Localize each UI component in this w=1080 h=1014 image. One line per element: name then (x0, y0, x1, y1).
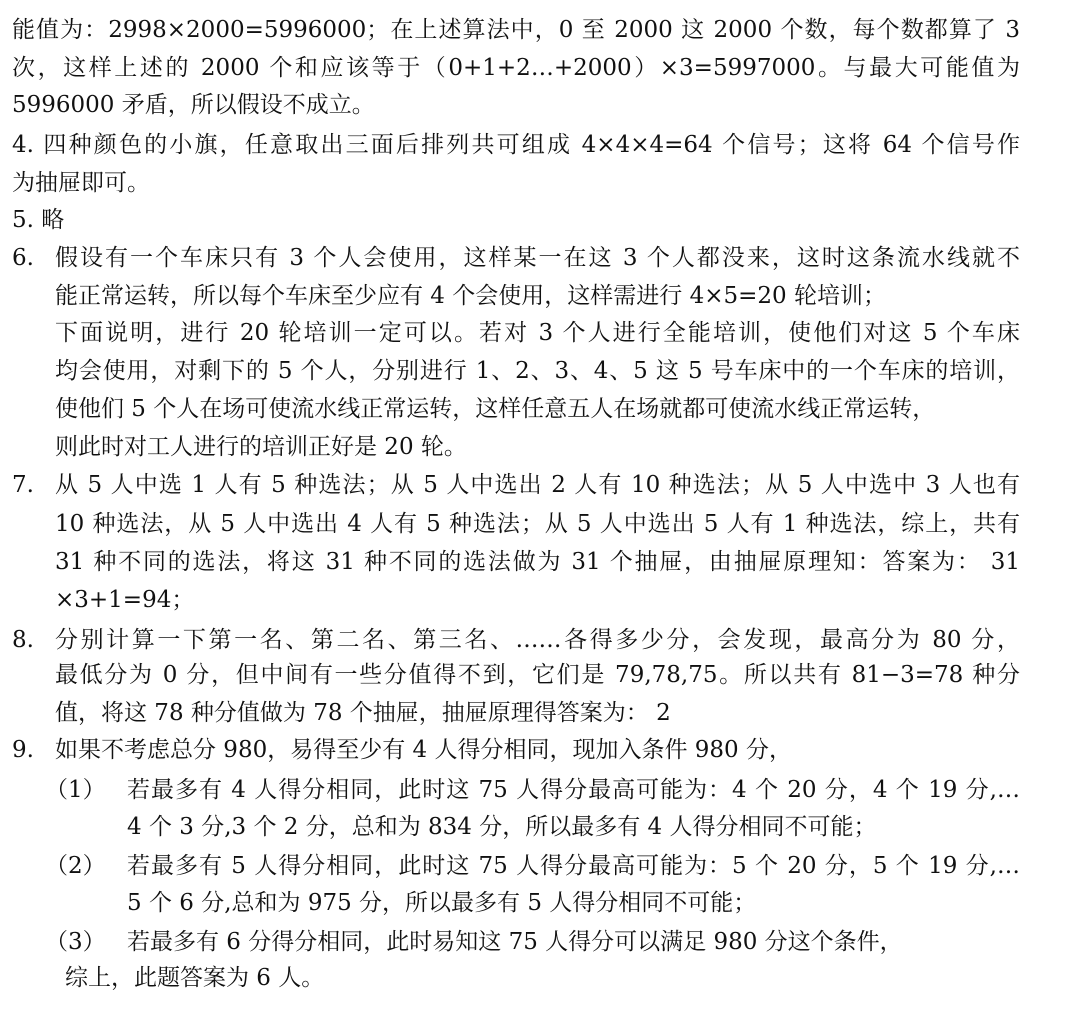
text-line: 分别计算一下第一名、第二名、第三名、……各得多少分，会发现，最高分为 80 分， (55, 627, 1020, 653)
text-line: 5996000 矛盾，所以假设不成立。 (12, 92, 375, 118)
text-line: 从 5 人中选 1 人有 5 种选法；从 5 人中选出 2 人有 10 种选法；从 5 人中选中 3 人也有 (55, 472, 1020, 498)
text-line: 则此时对工人进行的培训正好是 20 轮。 (55, 434, 467, 460)
item-5: 5. 略 (12, 207, 65, 233)
text-line: 若最多有 6 分得分相同，此时易知这 75 人得分可以满足 980 分这个条件， (127, 929, 903, 955)
text-line: 4 个 3 分,3 个 2 分，总和为 834 分，所以最多有 4 人得分相同不可能； (127, 814, 877, 840)
text-line: 为抽屉即可。 (12, 170, 150, 196)
text-line: 次，这样上述的 2000 个和应该等于（0+1+2…+2000）×3=5997000。与最大可能值为 (12, 55, 1020, 81)
item-number: 6. (12, 245, 34, 271)
item-number: 9. (12, 737, 34, 763)
text-line: ×3+1=94； (55, 587, 195, 613)
text-line: 能正常运转，所以每个车床至少应有 4 个会使用，这样需进行 4×5=20 轮培训； (55, 283, 886, 309)
item-number: 7. (12, 472, 34, 498)
text-line: 能值为：2998×2000=5996000；在上述算法中，0 至 2000 这 2000 个数，每个数都算了 3 (12, 17, 1020, 43)
text-line: 下面说明，进行 20 轮培训一定可以。若对 3 个人进行全能培训，使他们对这 5 个车床 (55, 320, 1020, 346)
text-line: 31 种不同的选法，将这 31 种不同的选法做为 31 个抽屉，由抽屉原理知：答案为： 31 (55, 549, 1020, 575)
sub-item-number: （1） (45, 777, 106, 803)
text-line: 最低分为 0 分，但中间有一些分值得不到，它们是 79,78,75。所以共有 81−3=78 种分 (55, 662, 1020, 688)
text-line: 使他们 5 个人在场可使流水线正常运转，这样任意五人在场就都可使流水线正常运转， (55, 396, 936, 422)
text-line: 10 种选法，从 5 人中选出 4 人有 5 种选法；从 5 人中选出 5 人有 1 种选法，综上，共有 (55, 511, 1020, 537)
text-line: 如果不考虑总分 980，易得至少有 4 人得分相同，现加入条件 980 分， (55, 737, 792, 763)
item-number: 8. (12, 627, 34, 653)
item-4: 4. 四种颜色的小旗，任意取出三面后排列共可组成 4×4×4=64 个信号；这将 64 个信号作 (12, 132, 1020, 158)
text-line: 若最多有 4 人得分相同，此时这 75 人得分最高可能为：4 个 20 分，4 个 19 分,… (127, 777, 1020, 803)
text-line: 若最多有 5 人得分相同，此时这 75 人得分最高可能为：5 个 20 分，5 个 19 分,… (127, 853, 1020, 879)
text-line: 假设有一个车床只有 3 个人会使用，这样某一在这 3 个人都没来，这时这条流水线就不 (55, 245, 1020, 271)
sub-item-number: （2） (45, 853, 106, 879)
sub-item-number: （3） (45, 929, 106, 955)
text-line: 5 个 6 分,总和为 975 分，所以最多有 5 人得分相同不可能； (127, 890, 757, 916)
conclusion-line: 综上，此题答案为 6 人。 (65, 965, 325, 991)
text-line: 值，将这 78 种分值做为 78 个抽屉，抽屉原理得答案为： 2 (55, 700, 671, 726)
text-line: 均会使用，对剩下的 5 个人，分别进行 1、2、3、4、5 这 5 号车床中的一个车床的培训， (55, 358, 1020, 384)
